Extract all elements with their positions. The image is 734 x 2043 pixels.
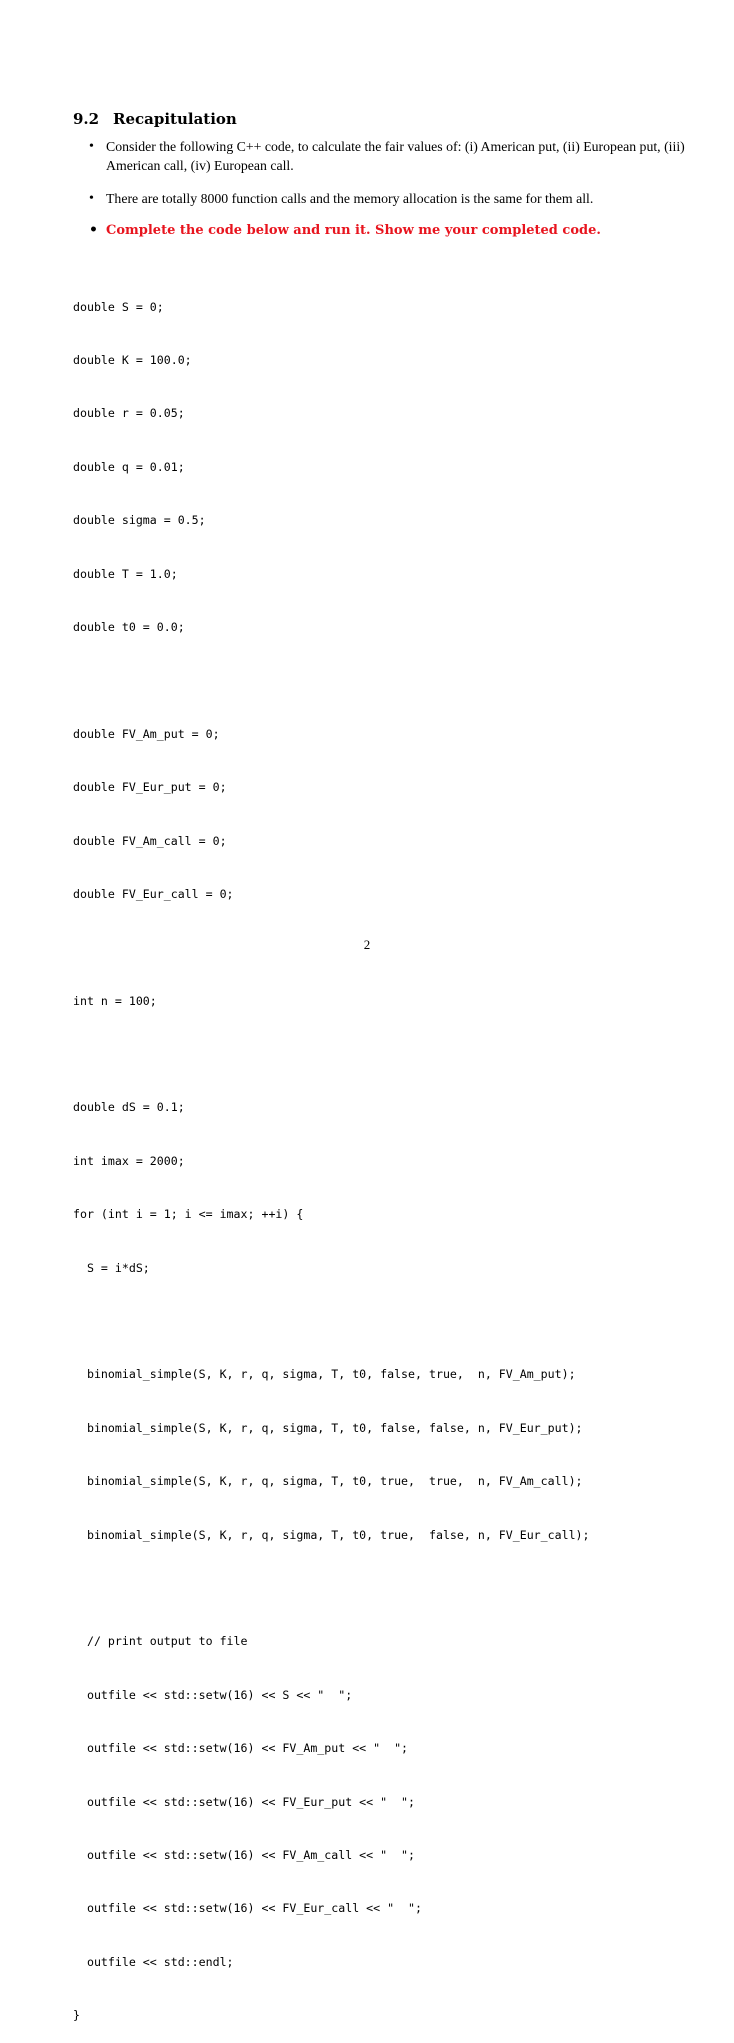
code-line: double FV_Am_put = 0; bbox=[73, 726, 220, 741]
code-line: for (int i = 1; i <= imax; ++i) { bbox=[73, 1207, 304, 1222]
code-line: binomial_simple(S, K, r, q, sigma, T, t0, true, false, n, FV_Eur_call); bbox=[73, 1527, 590, 1542]
code-line bbox=[73, 1046, 590, 1064]
page-number: 2 bbox=[363, 937, 371, 952]
code-line bbox=[73, 1580, 590, 1598]
section-number: 9.2 bbox=[73, 110, 100, 128]
code-line: // print output to file bbox=[73, 1634, 248, 1649]
bullet-item: • There are totally 8000 function calls and the memory allocation is the same for them all. bbox=[89, 189, 689, 208]
code-line: outfile << std::setw(16) << FV_Am_put << " "; bbox=[73, 1741, 409, 1756]
bullet-item-emphasis: • Complete the code below and run it. Show me your completed code. bbox=[89, 221, 689, 240]
code-line: S = i*dS; bbox=[73, 1260, 150, 1275]
code-line: double t0 = 0.0; bbox=[73, 619, 185, 634]
code-line: double S = 0; bbox=[73, 299, 164, 314]
code-line: double r = 0.05; bbox=[73, 406, 185, 421]
code-line: double FV_Am_call = 0; bbox=[73, 833, 227, 848]
code-line: } bbox=[73, 2008, 80, 2023]
code-line: binomial_simple(S, K, r, q, sigma, T, t0, false, true, n, FV_Am_put); bbox=[73, 1367, 576, 1382]
code-line bbox=[73, 1313, 590, 1331]
code-line: binomial_simple(S, K, r, q, sigma, T, t0, true, true, n, FV_Am_call); bbox=[73, 1474, 583, 1489]
code-line: double FV_Eur_put = 0; bbox=[73, 780, 227, 795]
code-line: double sigma = 0.5; bbox=[73, 513, 206, 528]
code-line: binomial_simple(S, K, r, q, sigma, T, t0, false, false, n, FV_Eur_put); bbox=[73, 1420, 583, 1435]
code-line: int imax = 2000; bbox=[73, 1153, 185, 1168]
section-title: Recapitulation bbox=[113, 110, 237, 128]
code-line: outfile << std::setw(16) << FV_Eur_call << " "; bbox=[73, 1901, 423, 1916]
code-line: outfile << std::setw(16) << FV_Eur_put << " "; bbox=[73, 1794, 416, 1809]
section-heading bbox=[73, 109, 237, 129]
code-block bbox=[73, 263, 590, 2043]
code-line: double FV_Eur_call = 0; bbox=[73, 886, 234, 901]
code-line: double q = 0.01; bbox=[73, 459, 185, 474]
bullet-list bbox=[89, 137, 689, 240]
code-line: double K = 100.0; bbox=[73, 352, 192, 367]
code-line bbox=[73, 672, 590, 690]
code-line: outfile << std::setw(16) << S << " "; bbox=[73, 1687, 353, 1702]
code-line: double dS = 0.1; bbox=[73, 1100, 185, 1115]
code-line: double T = 1.0; bbox=[73, 566, 178, 581]
bullet-item: • Consider the following C++ code, to calculate the fair values of: (i) American put, (ii) European put, (iii) American call, (iv) European call. bbox=[89, 137, 689, 175]
code-line: outfile << std::setw(16) << FV_Am_call << " "; bbox=[73, 1847, 416, 1862]
code-line: outfile << std::endl; bbox=[73, 1954, 234, 1969]
code-line: int n = 100; bbox=[73, 993, 157, 1008]
